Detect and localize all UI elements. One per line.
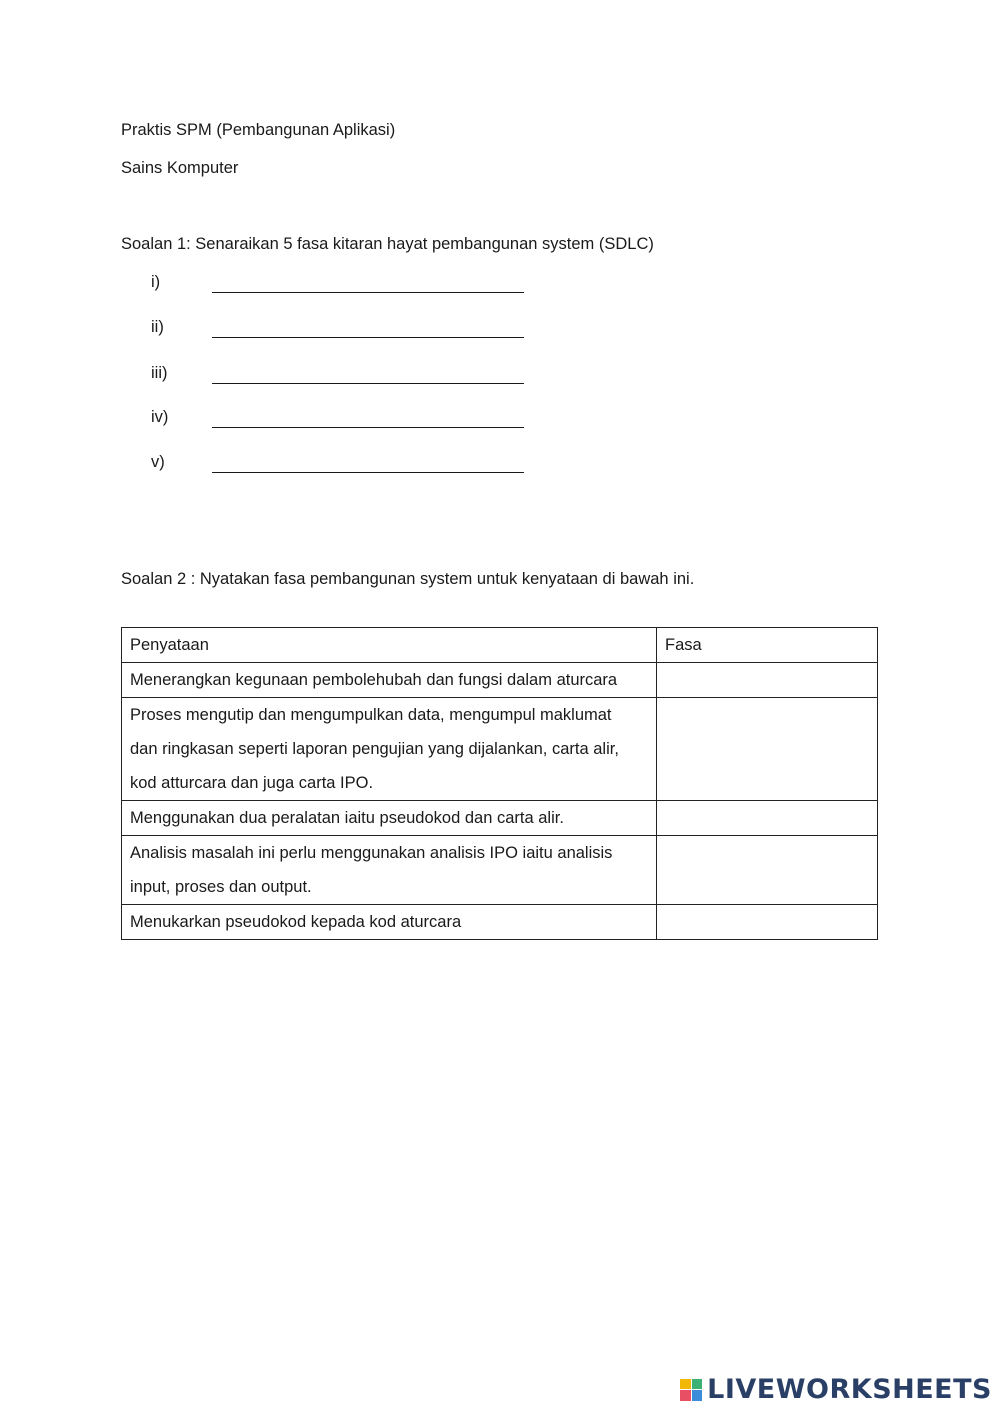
answer-number: i)	[151, 273, 161, 291]
header-fasa: Fasa	[657, 628, 878, 663]
answer-blank-3[interactable]	[212, 364, 524, 384]
answer-blank-4[interactable]	[212, 408, 524, 428]
logo-square	[692, 1390, 703, 1401]
table-row	[122, 801, 878, 836]
statement-cell: Menggunakan dua peralatan iaitu pseudokod dan carta alir.	[122, 801, 657, 836]
header-penyataan: Penyataan	[122, 628, 657, 663]
answer-number: iii)	[151, 364, 168, 382]
answer-number: iv)	[151, 408, 169, 426]
answer-number: v)	[151, 453, 165, 471]
statement-cell: Menerangkan kegunaan pembolehubah dan fungsi dalam aturcara	[122, 663, 657, 698]
statement-cell: Menukarkan pseudokod kepada kod aturcara	[122, 905, 657, 940]
statement-cell: Proses mengutip dan mengumpulkan data, mengumpul maklumat dan ringkasan seperti laporan pengujian yang dijalankan, carta alir, kod atturcara dan juga carta IPO.	[122, 698, 657, 801]
fasa-answer-cell[interactable]	[657, 905, 878, 940]
worksheet-title: Praktis SPM (Pembangunan Aplikasi)	[121, 121, 396, 139]
question-2-prompt: Soalan 2 : Nyatakan fasa pembangunan system untuk kenyataan di bawah ini.	[121, 570, 695, 588]
table-row	[122, 698, 878, 801]
fasa-answer-cell[interactable]	[657, 836, 878, 905]
question-1-prompt: Soalan 1: Senaraikan 5 fasa kitaran hayat pembangunan system (SDLC)	[121, 235, 654, 253]
statement-cell: Analisis masalah ini perlu menggunakan analisis IPO iaitu analisis input, proses dan output.	[122, 836, 657, 905]
logo-square	[680, 1379, 691, 1390]
liveworksheets-brand	[680, 1374, 992, 1405]
table-row	[122, 663, 878, 698]
liveworksheets-logo-icon	[680, 1379, 702, 1401]
table-row	[122, 836, 878, 905]
fasa-answer-cell[interactable]	[657, 698, 878, 801]
answer-blank-2[interactable]	[212, 318, 524, 338]
logo-square	[692, 1379, 703, 1390]
brand-wordmark: LIVEWORKSHEETS	[707, 1374, 992, 1405]
table-row	[122, 905, 878, 940]
logo-square	[680, 1390, 691, 1401]
answer-blank-5[interactable]	[212, 453, 524, 473]
fasa-answer-cell[interactable]	[657, 801, 878, 836]
answer-number: ii)	[151, 318, 164, 336]
statement-table	[121, 627, 878, 940]
fasa-answer-cell[interactable]	[657, 663, 878, 698]
answer-blank-1[interactable]	[212, 273, 524, 293]
table-header-row	[122, 628, 878, 663]
subject-label: Sains Komputer	[121, 159, 239, 177]
